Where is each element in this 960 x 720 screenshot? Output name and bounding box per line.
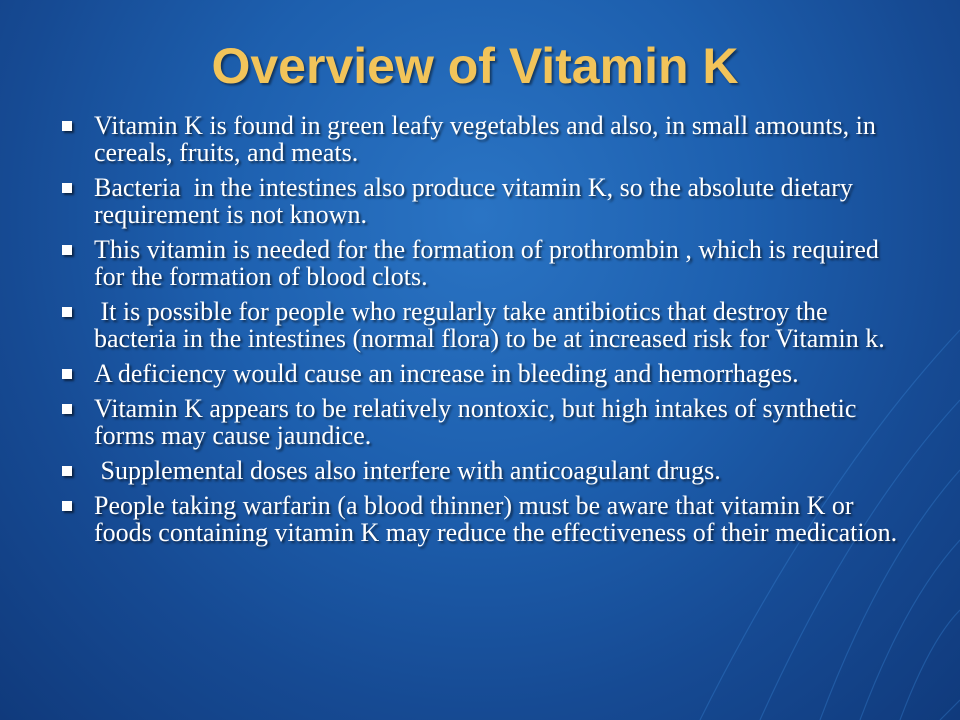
bullet-text: People taking warfarin (a blood thinner) must be aware that vitamin K or foods containing vitamin K may reduce the effectiveness of their medication. <box>94 491 898 547</box>
bullet-text: Vitamin K appears to be relatively nontoxic, but high intakes of synthetic forms may cause jaundice. <box>94 394 863 450</box>
slide-title: Overview of Vitamin K <box>211 38 739 94</box>
bullet-text: This vitamin is needed for the formation of prothrombin , which is required for the formation of blood clots. <box>94 235 886 291</box>
square-bullet-icon <box>62 466 72 476</box>
list-item <box>60 112 910 166</box>
square-bullet-icon <box>62 183 72 193</box>
list-item <box>60 236 910 290</box>
list-item <box>60 360 910 387</box>
list-item <box>60 395 910 449</box>
list-item <box>60 298 910 352</box>
bullet-text: Bacteria in the intestines also produce vitamin K, so the absolute dietary requirement is not known. <box>94 173 860 229</box>
bullet-text: A deficiency would cause an increase in bleeding and hemorrhages. <box>94 359 799 388</box>
list-item <box>60 457 910 484</box>
square-bullet-icon <box>62 369 72 379</box>
bullet-list <box>60 112 910 554</box>
list-item <box>60 492 910 546</box>
square-bullet-icon <box>62 501 72 511</box>
bullet-text: Vitamin K is found in green leafy vegetables and also, in small amounts, in cereals, fruits, and meats. <box>94 111 883 167</box>
bullet-text: It is possible for people who regularly take antibiotics that destroy the bacteria in the intestines (normal flora) to be at increased risk for Vitamin k. <box>94 297 885 353</box>
bullet-text: Supplemental doses also interfere with anticoagulant drugs. <box>94 456 721 485</box>
square-bullet-icon <box>62 245 72 255</box>
list-item <box>60 174 910 228</box>
square-bullet-icon <box>62 121 72 131</box>
square-bullet-icon <box>62 307 72 317</box>
square-bullet-icon <box>62 404 72 414</box>
